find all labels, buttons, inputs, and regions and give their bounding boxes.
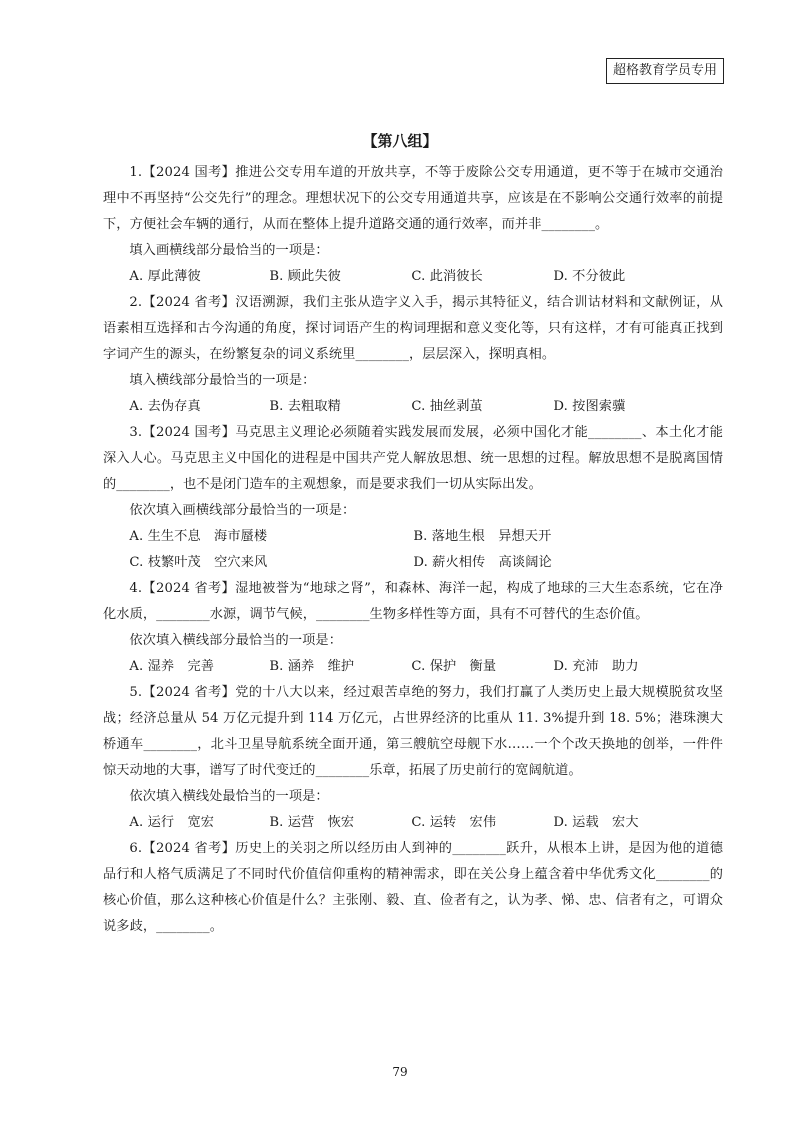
question-2-text: 2.【2024 省考】汉语溯源，我们主张从造字义入手，揭示其特征义，结合训诂材料和文献例证，从语素相互选择和古今沟通的角度，探讨词语产生的构词理据和意义变化等，只有这样，才有可能真正找到字词产生的源头，在纷繁复杂的词义系统里________，层层深入，探明真相。 <box>103 295 723 362</box>
option-c: C. 此消彼长 <box>411 269 483 284</box>
question-2-options <box>103 394 723 420</box>
question-list <box>103 160 723 940</box>
option-a: A. 厚此薄彼 <box>129 269 201 284</box>
option-b: B. 落地生根 异想天开 <box>413 529 552 544</box>
question-1-options <box>103 264 723 290</box>
option-d: D. 按图索骥 <box>553 399 626 414</box>
option-c: C. 运转 宏伟 <box>411 815 497 830</box>
student-only-stamp: 超格教育学员专用 <box>606 58 724 84</box>
question-3-options <box>103 524 723 576</box>
question-1-text: 1.【2024 国考】推进公交专用车道的开放共享，不等于废除公交专用通道，更不等于在城市交通治理中不再坚持“公交先行”的理念。理想状况下的公交专用通道共享，应该是在不影响公交通行效率的前提下，方便社会车辆的通行，从而在整体上提升道路交通的通行效率，而并非________。 <box>103 165 723 232</box>
question-6-text: 6.【2024 省考】历史上的关羽之所以经历由人到神的________跃升，从根本上讲，是因为他的道德品行和人格气质满足了不同时代价值信仰重构的精神需求，即在关公身上蕴含着中华优秀文化________的核心价值，那么这种核心价值是什么？主张刚、毅、直、俭者有之，认为孝、悌、忠、信者有之，可谓众说多歧，________。 <box>103 841 723 934</box>
option-d: D. 充沛 助力 <box>553 659 639 674</box>
question-4-prompt: 依次填入横线部分最恰当的一项是： <box>129 633 342 648</box>
option-d: D. 运载 宏大 <box>553 815 639 830</box>
option-c: C. 枝繁叶茂 空穴来风 <box>129 555 268 570</box>
question-3-prompt: 依次填入画横线部分最恰当的一项是： <box>129 503 356 518</box>
option-a: A. 湿养 完善 <box>129 659 215 674</box>
page-number: 79 <box>392 1065 408 1079</box>
option-d: D. 薪火相传 高谈阔论 <box>413 555 552 570</box>
option-a: A. 生生不息 海市蜃楼 <box>129 529 268 544</box>
option-b: B. 去粗取精 <box>269 399 341 414</box>
question-3-text: 3.【2024 国考】马克思主义理论必须随着实践发展而发展，必须中国化才能________、本土化才能深入人心。马克思主义中国化的进程是中国共产党人解放思想、统一思想的过程。解放思想不是脱离国情的________，也不是闭门造车的主观想象，而是要求我们一切从实际出发。 <box>103 425 723 492</box>
option-c: C. 保护 衡量 <box>411 659 497 674</box>
question-5-options <box>103 810 723 836</box>
question-5-text: 5.【2024 省考】党的十八大以来，经过艰苦卓绝的努力，我们打赢了人类历史上最大规模脱贫攻坚战；经济总量从 54 万亿元提升到 114 万亿元，占世界经济的比重从 11. 3%提升到 18. 5%；港珠澳大桥通车________，北斗卫星导航系统全面开通，第三艘航空母舰下水……一个个改天换地的创举，一件件惊天动地的大事，谱写了时代变迁的________乐章，拓展了历史前行的宽阔航道。 <box>103 685 723 778</box>
option-b: B. 顾此失彼 <box>269 269 341 284</box>
option-a: A. 运行 宽宏 <box>129 815 215 830</box>
question-5-prompt: 依次填入横线处最恰当的一项是： <box>129 789 329 804</box>
question-2-prompt: 填入横线部分最恰当的一项是： <box>129 373 316 388</box>
section-title: 【第八组】 <box>362 132 438 150</box>
question-4-text: 4.【2024 省考】湿地被誉为“地球之肾”，和森林、海洋一起，构成了地球的三大生态系统，它在净化水质，________水源，调节气候，________生物多样性等方面，具有不可替代的生态价值。 <box>103 581 723 622</box>
question-1-prompt: 填入画横线部分最恰当的一项是： <box>129 243 329 258</box>
option-b: B. 运营 恢宏 <box>269 815 355 830</box>
question-4-options <box>103 654 723 680</box>
option-b: B. 涵养 维护 <box>269 659 355 674</box>
option-c: C. 抽丝剥茧 <box>411 399 483 414</box>
option-a: A. 去伪存真 <box>129 399 201 414</box>
option-d: D. 不分彼此 <box>553 269 626 284</box>
